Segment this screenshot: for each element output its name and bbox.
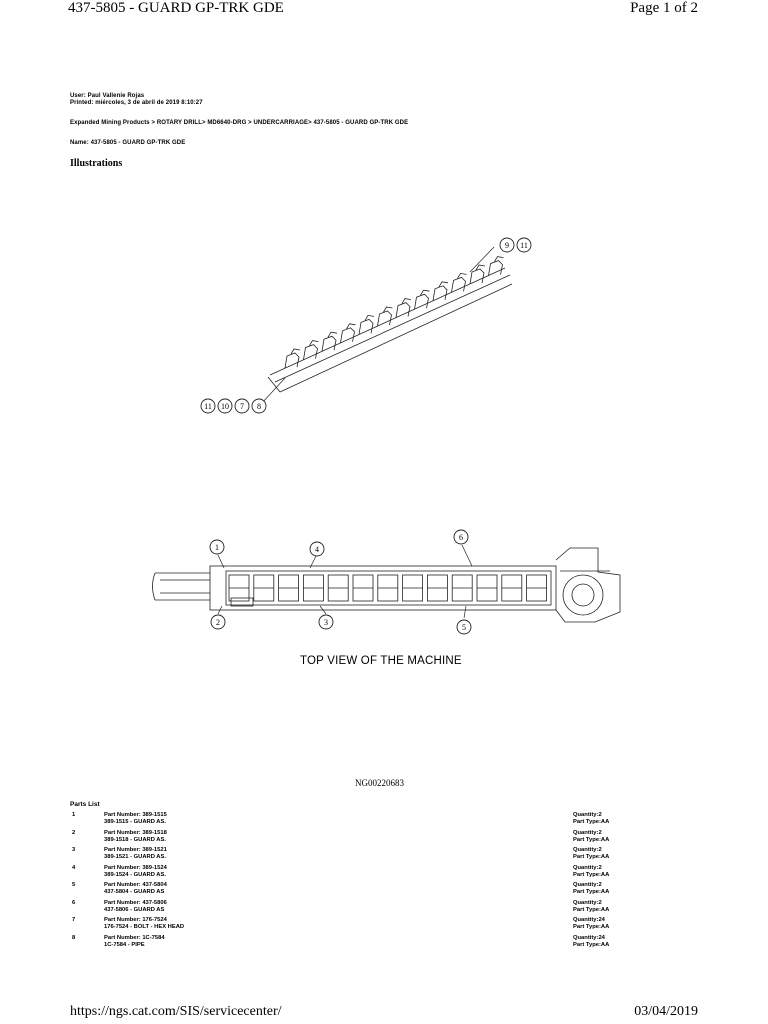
part-type: Part Type:AA [573, 836, 610, 843]
guard-isometric-drawing [268, 257, 512, 392]
callout-label: 8 [257, 401, 261, 411]
top-view-drawing [153, 548, 621, 622]
parts-list-row [70, 917, 690, 935]
callout-bubble [235, 399, 249, 413]
item-number: 8 [72, 934, 76, 941]
part-type: Part Type:AA [573, 871, 610, 878]
quantity: Quantity:2 [573, 864, 602, 871]
quantity: Quantity:2 [573, 882, 602, 888]
part-name: 389-1524 - GUARD AS. [104, 871, 166, 878]
item-description [104, 935, 165, 949]
guard-tooth [322, 332, 337, 351]
part-type: Part Type:AA [573, 941, 610, 948]
item-number: 7 [72, 917, 76, 923]
document-title: 437-5805 - GUARD GP-TRK GDE [68, 0, 284, 16]
parts-list-row [70, 865, 690, 883]
part-number: Part Number: 437-5804 [104, 882, 167, 888]
item-number: 4 [72, 864, 76, 871]
callout-bubble [500, 238, 514, 252]
part-name: 176-7524 - BOLT - HEX HEAD [104, 924, 185, 930]
callout-label: 5 [462, 622, 466, 632]
footer-url[interactable]: https://ngs.cat.com/SIS/servicecenter/ [70, 1004, 282, 1019]
callout-label: 4 [315, 544, 319, 554]
printed-line: Printed: miércoles, 3 de abril de 2019 8:10:27 [70, 100, 203, 106]
name-line: Name: 437-5805 - GUARD GP-TRK GDE [70, 140, 186, 146]
callout-bubble [201, 399, 215, 413]
item-quantity [573, 812, 609, 826]
item-quantity [573, 847, 609, 861]
part-name: 389-1521 - GUARD AS. [104, 854, 166, 860]
callout-label: 10 [221, 401, 229, 411]
parts-list-title: Parts List [70, 801, 100, 808]
quantity: Quantity:24 [573, 917, 605, 923]
callout-bubble [457, 620, 471, 634]
part-number: Part Number: 176-7524 [104, 917, 167, 923]
item-quantity [573, 865, 609, 879]
part-type: Part Type:AA [573, 819, 610, 825]
item-description [104, 882, 167, 896]
callout-bubble [252, 399, 266, 413]
item-number: 1 [72, 812, 76, 818]
item-quantity [573, 935, 609, 949]
quantity: Quantity:2 [573, 847, 602, 853]
parts-list-row [70, 847, 690, 865]
top-view-caption: TOP VIEW OF THE MACHINE [300, 655, 462, 667]
part-type: Part Type:AA [573, 906, 610, 913]
breadcrumb: Expanded Mining Products > ROTARY DRILL> MD6640-DRG > UNDERCARRIAGE> 437-5805 - GUARD GP-TRK GDE [70, 120, 409, 126]
part-number: Part Number: 1C-7584 [104, 934, 165, 941]
quantity: Quantity:2 [573, 829, 602, 836]
callout-label: 3 [324, 617, 328, 627]
part-name: 437-5804 - GUARD AS [104, 889, 165, 895]
page-indicator: Page 1 of 2 [630, 0, 698, 16]
part-number: Part Number: 437-5806 [104, 899, 167, 906]
item-description [104, 900, 167, 914]
callout-label: 9 [505, 240, 509, 250]
quantity: Quantity:2 [573, 812, 602, 818]
item-number: 5 [72, 882, 76, 888]
callout-bubble [517, 238, 531, 252]
callout-bubble [319, 615, 333, 629]
guard-tooth [433, 282, 448, 301]
callout-bubble [210, 540, 224, 554]
callout-label: 2 [216, 617, 220, 627]
guard-tooth [378, 307, 393, 326]
part-name: 389-1518 - GUARD AS. [104, 836, 166, 843]
parts-list-row [70, 882, 690, 900]
parts-list [70, 812, 690, 952]
item-description [104, 847, 167, 861]
callout-label: 11 [520, 240, 528, 250]
callout-bubble [218, 399, 232, 413]
parts-list-row [70, 830, 690, 848]
guard-tooth [359, 315, 374, 334]
item-quantity [573, 882, 609, 896]
parts-list-row [70, 812, 690, 830]
callout-label: 1 [215, 542, 219, 552]
guard-tooth [489, 257, 504, 276]
footer-date: 03/04/2019 [634, 1004, 698, 1019]
part-number: Part Number: 389-1518 [104, 829, 167, 836]
item-description [104, 917, 184, 931]
callout-label: 7 [240, 401, 244, 411]
guard-tooth [470, 265, 485, 284]
guard-tooth [396, 299, 411, 318]
callout-label: 6 [459, 532, 463, 542]
part-name: 389-1515 - GUARD AS. [104, 819, 166, 825]
callout-bubble [454, 530, 468, 544]
item-quantity [573, 917, 609, 931]
item-number: 3 [72, 847, 76, 853]
part-name: 1C-7584 - PIPE [104, 941, 145, 948]
quantity: Quantity:2 [573, 899, 602, 906]
part-number: Part Number: 389-1515 [104, 812, 167, 818]
callout-label: 11 [204, 401, 212, 411]
part-type: Part Type:AA [573, 889, 610, 895]
part-type: Part Type:AA [573, 854, 610, 860]
item-description [104, 830, 167, 844]
guard-tooth [415, 290, 430, 309]
part-number: Part Number: 389-1524 [104, 864, 167, 871]
illustration-code: NG00220683 [355, 778, 404, 788]
callout-bubble [310, 542, 324, 556]
parts-list-row [70, 900, 690, 918]
part-name: 437-5806 - GUARD AS [104, 906, 165, 913]
guard-tooth [452, 273, 467, 292]
item-quantity [573, 830, 609, 844]
part-number: Part Number: 389-1521 [104, 847, 167, 853]
item-description [104, 812, 167, 826]
illustrations-heading: Illustrations [70, 158, 123, 169]
quantity: Quantity:24 [573, 934, 605, 941]
item-number: 2 [72, 829, 76, 836]
item-quantity [573, 900, 609, 914]
guard-tooth [341, 324, 356, 343]
callout-bubble [211, 615, 225, 629]
parts-list-row [70, 935, 690, 953]
part-type: Part Type:AA [573, 924, 610, 930]
item-number: 6 [72, 899, 76, 906]
user-line: User: Paul Vallenie Rojas [70, 93, 145, 99]
item-description [104, 865, 167, 879]
